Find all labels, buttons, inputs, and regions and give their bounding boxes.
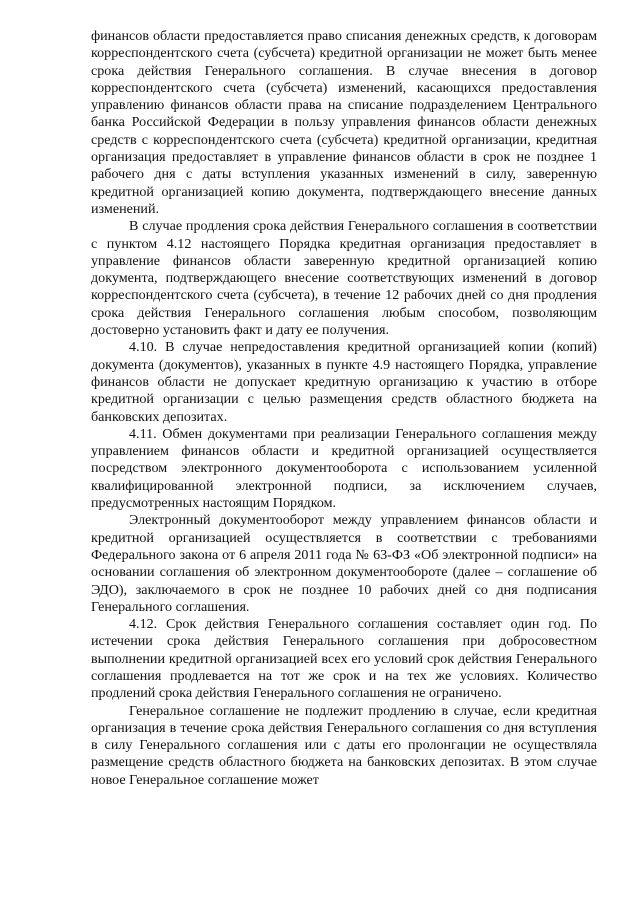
paragraph-4-11-edo: Электронный документооборот между управлением финансов области и кредитной организацией осуществляется в соответствии с требованиями Федерального закона от 6 апреля 2011 года № 63-ФЗ «Об электронной подписи» на основании соглашения об электронном документообороте (далее – соглашение об ЭДО), заключаемого в срок не позднее 10 рабочих дней со дня подписания Генерального соглашения. bbox=[91, 512, 597, 615]
paragraph-4-9-extension: В случае продления срока действия Генерального соглашения в соответствии с пунктом 4.12 настоящего Порядка кредитная организация предоставляет в управление финансов области заверенную кредитной организацией копию документа, подтверждающего внесение соответствующих изменений в договор корреспондентского счета (субсчета), в течение 12 рабочих дней со дня продления срока действия Генерального соглашения любым способом, позволяющим достоверно установить факт и дату ее получения. bbox=[91, 218, 597, 339]
paragraph-4-10: 4.10. В случае непредоставления кредитной организацией копии (копий) документа (документов), указанных в пункте 4.9 настоящего Порядка, управление финансов области не допускает кредитную организацию к участию в отборе кредитной организации с целью размещения средств областного бюджета на банковских депозитах. bbox=[91, 339, 597, 425]
paragraph-4-9-continuation: финансов области предоставляется право списания денежных средств, к договорам корреспондентского счета (субсчета) кредитной организации не может быть менее срока действия Генерального соглашения. В случае внесения в договор корреспондентского счета (субсчета) изменений, касающихся предоставления управлению финансов области права на списание подразделением Центрального банка Российской Федерации в пользу управления финансов области денежных средств с корреспондентского счета (субсчета) кредитной организации, кредитная организация предоставляет в управление финансов области в срок не позднее 1 рабочего дня с даты вступления указанных изменений в силу, заверенную кредитной организацией копию документа, подтверждающего внесение данных изменений. bbox=[91, 28, 597, 217]
paragraph-4-12: 4.12. Срок действия Генерального соглашения составляет один год. По истечении срока действия Генерального соглашения при добросовестном выполнении кредитной организацией всех его условий срок действия Генерального соглашения продлевается на тот же срок и на тех же условиях. Количество продлений срока действия Генерального соглашения не ограничено. bbox=[91, 616, 597, 702]
document-page bbox=[91, 28, 597, 789]
paragraph-4-12-no-extension: Генеральное соглашение не подлежит продлению в случае, если кредитная организация в течение срока действия Генерального соглашения со дня вступления в силу Генерального соглашения или с даты его пролонгации не осуществляла размещение средств областного бюджета на банковских депозитах. В этом случае новое Генеральное соглашение может bbox=[91, 702, 597, 788]
paragraph-4-11: 4.11. Обмен документами при реализации Генерального соглашения между управлением финансов области и кредитной организацией осуществляется посредством электронного документооборота с использованием усиленной квалифицированной электронной подписи, за исключением случаев, предусмотренных настоящим Порядком. bbox=[91, 425, 597, 512]
